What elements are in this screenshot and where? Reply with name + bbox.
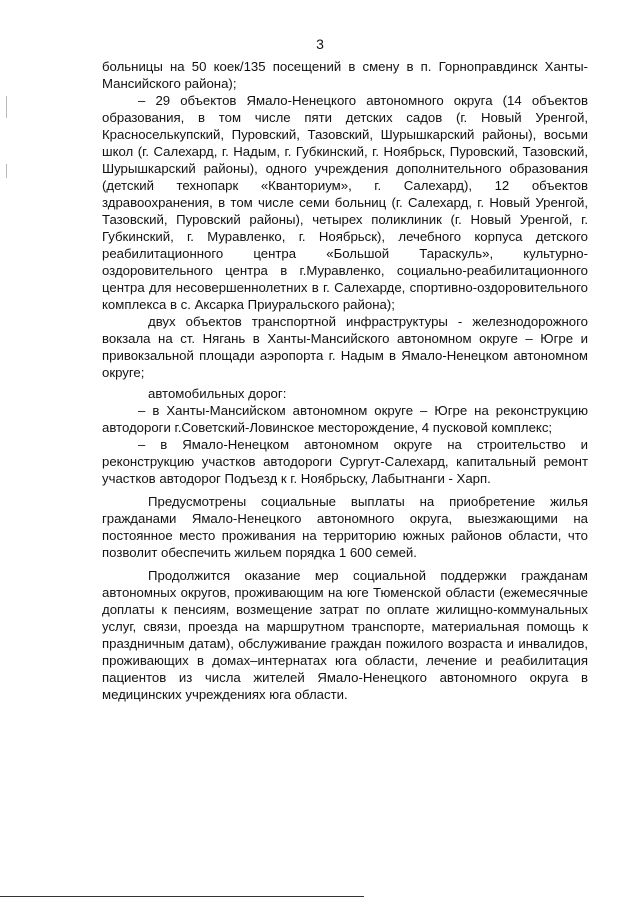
paragraph-transport: двух объектов транспортной инфраструктуры - железнодорожного вокзала на ст. Нягань в Ханты-Мансийского автономном округе – Югре и привокзальной площади аэропорта г. Надым в Ямало-Ненецком автономном округе; <box>102 314 588 380</box>
paragraph-roads-yanao: – в Ямало-Ненецком автономном округе на строительство и реконструкцию участков автодороги Сургут-Салехард, капитальный ремонт участков автодорог Подъезд к г. Ноябрьску, Лабытнанги - Харп. <box>102 437 588 486</box>
paragraph-yanao-objects: – 29 объектов Ямало-Ненецкого автономного округа (14 объектов образования, в том числе пяти детских садов (г. Новый Уренгой, Красноселькупский, Пуровский, Тазовский, Шурышкарский районы), восьми школ (г. Салехард, г. Надым, г. Губкинский, г. Ноябрьск, Пуровский, Тазовский, Шурышкарский районы), одного учреждения дополнительного образования (детский технопарк «Кванториум», г. Салехард), 12 объектов здравоохранения, в том числе семи больниц (г. Салехард, г. Новый Уренгой, Тазовский, Пуровский районы), четырех поликлиник (г. Новый Уренгой, г. Губкинский, г. Муравленко, г. Ноябрьск), лечебного корпуса детского реабилитационного центра «Большой Тараскуль», культурно-оздоровительного центра в г.Муравленко, социально-реабилитационного центра для несовершеннолетних в г. Салехарде, спортивно-оздоровительного комплекса в с. Аксарка Приуральского района); <box>102 93 588 312</box>
document-body <box>102 58 588 703</box>
scan-margin-mark <box>6 96 7 118</box>
paragraph-housing: Предусмотрены социальные выплаты на приобретение жилья гражданами Ямало-Ненецкого автономного округа, выезжающими на постоянное место проживания на территорию южных районов области, что позволит обеспечить жильем порядка 1 600 семей. <box>102 494 588 560</box>
paragraph-roads-khmao: – в Ханты-Мансийском автономном округе – Югре на реконструкцию автодороги г.Советский-Ловинское месторождение, 4 пусковой комплекс; <box>102 403 588 435</box>
paragraph-social-support: Продолжится оказание мер социальной поддержки гражданам автономных округов, проживающим на юге Тюменской области (ежемесячные доплаты к пенсиям, возмещение затрат по оплате жилищно-коммунальных услуг, связи, проезда на маршрутном транспорте, материальная помощь к праздничным датам), обслуживание граждан пожилого возраста и инвалидов, проживающих в домах–интернатах юга области, лечение и реабилитация пациентов из числа жителей Ямало-Ненецкого автономного округа в медицинских учреждениях юга области. <box>102 568 588 702</box>
paragraph-roads-heading: автомобильных дорог: <box>148 386 287 401</box>
page-number: 3 <box>316 36 324 52</box>
paragraph-continuation: больницы на 50 коек/135 посещений в смену в п. Горноправдинск Ханты-Мансийского района); <box>102 59 588 91</box>
footer-rule <box>0 896 364 897</box>
scan-margin-mark <box>6 164 7 178</box>
